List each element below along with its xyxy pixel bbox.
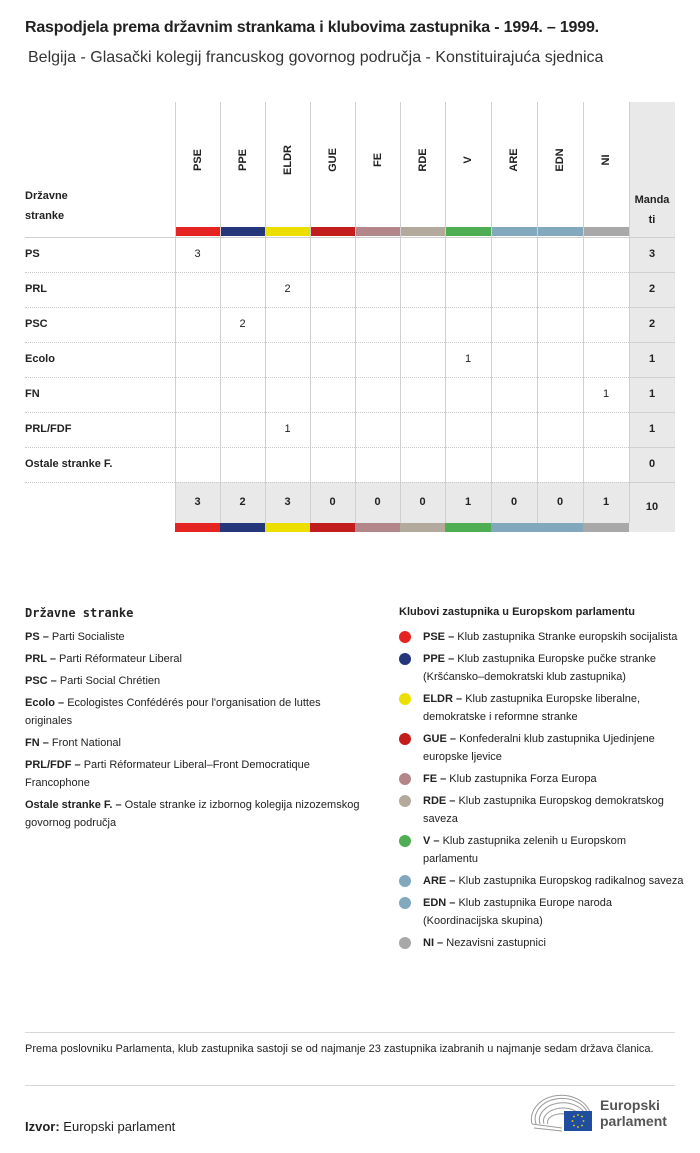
party-label: Ecolo [25, 353, 55, 365]
color-dot-icon [399, 937, 411, 949]
group-color-bar [491, 523, 537, 532]
group-color-bar [583, 523, 629, 532]
groups-legend [399, 606, 684, 956]
legend-abbr: PS – [25, 631, 49, 643]
row-total: 1 [648, 423, 656, 435]
column-header-label: ARE [508, 148, 520, 172]
color-dot-icon [399, 795, 411, 807]
group-color-bar [175, 227, 220, 236]
group-legend-item [399, 690, 684, 726]
column-total: 0 [329, 496, 336, 508]
national-legend-item [25, 628, 370, 646]
party-label: PSC [25, 318, 48, 330]
national-legend-item [25, 796, 370, 832]
row-header-line1: Državne [25, 190, 68, 202]
column-header-edn [537, 102, 583, 227]
group-legend-item [399, 792, 684, 828]
group-color-bar [310, 227, 355, 236]
row-total: 2 [648, 318, 656, 330]
divider [25, 1085, 675, 1086]
table-row [25, 272, 675, 307]
column-header-v [445, 102, 491, 227]
legend-abbr: ELDR – [423, 693, 463, 705]
column-header-rde [400, 102, 445, 227]
seat-cell: 1 [284, 423, 291, 435]
column-total: 3 [194, 496, 201, 508]
source-label: Izvor: [25, 1119, 60, 1134]
column-header-label: V [462, 156, 474, 164]
column-header-label: NI [600, 154, 612, 166]
color-dot-icon [399, 875, 411, 887]
legend-name: Klub zastupnika Europskog demokratskog saveza [423, 795, 664, 825]
total-column-header [629, 190, 675, 230]
color-dot-icon [399, 733, 411, 745]
seat-cell: 1 [602, 388, 610, 400]
total-header-line2: ti [648, 214, 656, 226]
legend-name: Parti Socialiste [51, 631, 125, 643]
column-header-gue [310, 102, 355, 227]
legend-abbr: PSC – [25, 675, 57, 687]
legend-abbr: NI – [423, 937, 444, 949]
legend-name: Parti Réformateur Liberal–Front Democratique Francophone [25, 759, 310, 789]
group-legend-item [399, 894, 684, 930]
color-dot-icon [399, 631, 411, 643]
legend-abbr: V – [423, 835, 440, 847]
column-header-label: PSE [191, 148, 204, 172]
divider [25, 1032, 675, 1033]
group-legend-item [399, 650, 684, 686]
group-color-bar [445, 227, 491, 236]
group-color-bar [265, 523, 310, 532]
column-total: 1 [464, 496, 472, 508]
group-color-bar [400, 523, 445, 532]
legend-name: Klub zastupnika Stranke europskih socijalista [457, 631, 678, 643]
party-label: FN [25, 388, 40, 400]
legend-abbr: PRL – [25, 653, 56, 665]
logo-line2: parlament [600, 1113, 667, 1129]
legend-abbr: GUE – [423, 733, 457, 745]
column-header-label: PPE [236, 148, 249, 172]
column-total: 0 [419, 496, 426, 508]
group-legend-item [399, 934, 684, 952]
column-header-fe [355, 102, 400, 227]
national-legend-item [25, 672, 370, 690]
parliament-hemicycle-icon [530, 1094, 594, 1134]
national-legend-item [25, 694, 370, 730]
legend-abbr: PSE – [423, 631, 455, 643]
legend-abbr: ARE – [423, 875, 456, 887]
column-header-label: RDE [416, 148, 429, 172]
column-total: 3 [284, 496, 291, 508]
legend-abbr: RDE – [423, 795, 456, 807]
column-total: 0 [556, 496, 564, 508]
row-total: 1 [648, 353, 656, 365]
legend-abbr: Ecolo – [25, 697, 65, 709]
legend-name: Konfederalni klub zastupnika Ujedinjene europske ljevice [423, 733, 655, 763]
group-color-bar [583, 227, 629, 236]
legend-name: Klub zastupnika Europskog radikalnog saveza [458, 875, 684, 887]
column-header-are [491, 102, 537, 227]
page-subtitle: Belgija - Glasački kolegij francuskog govornog područja - Konstituirajuća sjednica [28, 49, 604, 66]
ep-logo [530, 1094, 680, 1134]
group-legend-item [399, 770, 684, 788]
row-divider [25, 482, 629, 483]
national-legend-item [25, 734, 370, 752]
row-header-line2: stranke [25, 210, 65, 222]
party-label: PRL/FDF [25, 423, 72, 435]
group-legend-item [399, 872, 684, 890]
party-label: Ostale stranke F. [25, 458, 113, 470]
color-dot-icon [399, 773, 411, 785]
legend-abbr: PPE – [423, 653, 455, 665]
legend-abbr: FN – [25, 737, 49, 749]
source [25, 1119, 175, 1134]
column-header-label: FE [371, 152, 384, 168]
source-value: Europski parlament [63, 1119, 176, 1134]
table-row [25, 447, 675, 482]
table-row [25, 377, 675, 412]
grand-total: 10 [645, 501, 659, 513]
legend-name: Parti Réformateur Liberal [59, 653, 182, 665]
legend-name: Klub zastupnika Europske liberalne, demokratske i reformne stranke [423, 693, 641, 723]
party-label: PS [25, 248, 40, 260]
group-color-bar [220, 227, 265, 236]
logo-text [600, 1097, 667, 1129]
seat-cell: 2 [284, 283, 291, 295]
legend-name: Front National [51, 737, 121, 749]
group-color-bar [175, 523, 220, 532]
color-dot-icon [399, 693, 411, 705]
national-legend-title: Državne stranke [25, 606, 134, 620]
legend-name: Klub zastupnika Europe naroda (Koordinacijska skupina) [423, 897, 612, 927]
column-header-label: ELDR [281, 145, 294, 175]
legend-name: Parti Social Chrétien [59, 675, 161, 687]
table-row [25, 412, 675, 447]
column-header-label: EDN [554, 148, 566, 172]
legend-abbr: FE – [423, 773, 447, 785]
column-header-ni [583, 102, 629, 227]
legend-abbr: Ostale stranke F. – [25, 799, 122, 811]
legend-name: Klub zastupnika Forza Europa [449, 773, 597, 785]
legend-abbr: PRL/FDF – [25, 759, 81, 771]
group-legend-item [399, 628, 684, 646]
legend-name: Ecologistes Confédérés pour l'organisation de luttes originales [25, 697, 321, 727]
seat-cell: 2 [239, 318, 246, 330]
total-header-line1: Manda [634, 194, 670, 206]
page-title: Raspodjela prema državnim strankama i klubovima zastupnika - 1994. – 1999. [25, 19, 599, 36]
group-color-bar [310, 523, 355, 532]
row-header [25, 186, 68, 226]
row-total: 2 [648, 283, 656, 295]
seat-cell: 3 [194, 248, 201, 260]
table-row [25, 307, 675, 342]
group-color-bar [265, 227, 310, 236]
column-header-ppe [220, 102, 265, 227]
column-header-label: GUE [326, 148, 339, 172]
column-header-eldr [265, 102, 310, 227]
party-label: PRL [25, 283, 47, 295]
legend-name: Ostale stranke iz izbornog kolegija nizozemskog govornog područja [25, 799, 360, 829]
legend-abbr: EDN – [423, 897, 456, 909]
national-legend-item [25, 650, 370, 668]
table-row [25, 237, 675, 272]
group-color-bar [445, 523, 491, 532]
column-total: 2 [239, 496, 246, 508]
color-dot-icon [399, 835, 411, 847]
group-color-bar [537, 227, 583, 236]
national-legend-item [25, 756, 370, 792]
seat-cell: 1 [464, 353, 472, 365]
group-color-bar [355, 523, 400, 532]
groups-legend-title: Klubovi zastupnika u Europskom parlamentu [399, 606, 635, 618]
national-parties-legend [25, 606, 370, 836]
group-legend-item [399, 832, 684, 868]
legend-name: Klub zastupnika Europske pučke stranke (Kršćansko–demokratski klub zastupnika) [423, 653, 656, 683]
row-total: 0 [648, 458, 656, 470]
group-legend-item [399, 730, 684, 766]
row-total: 1 [648, 388, 656, 400]
group-color-bar [355, 227, 400, 236]
group-color-bar [537, 523, 583, 532]
table-row [25, 342, 675, 377]
group-color-bar [220, 523, 265, 532]
column-header-pse [175, 102, 220, 227]
column-total: 1 [602, 496, 610, 508]
column-total: 0 [374, 496, 381, 508]
legend-name: Nezavisni zastupnici [446, 937, 546, 949]
row-total: 3 [648, 248, 656, 260]
color-dot-icon [399, 897, 411, 909]
group-color-bar [491, 227, 537, 236]
group-color-bar [400, 227, 445, 236]
footnote: Prema poslovniku Parlamenta, klub zastupnika sastoji se od najmanje 23 zastupnika izabranih u najmanje sedam država članica. [25, 1043, 654, 1055]
logo-line1: Europski [600, 1097, 660, 1113]
legend-name: Klub zastupnika zelenih u Europskom parlamentu [423, 835, 627, 865]
column-total: 0 [510, 496, 518, 508]
color-dot-icon [399, 653, 411, 665]
